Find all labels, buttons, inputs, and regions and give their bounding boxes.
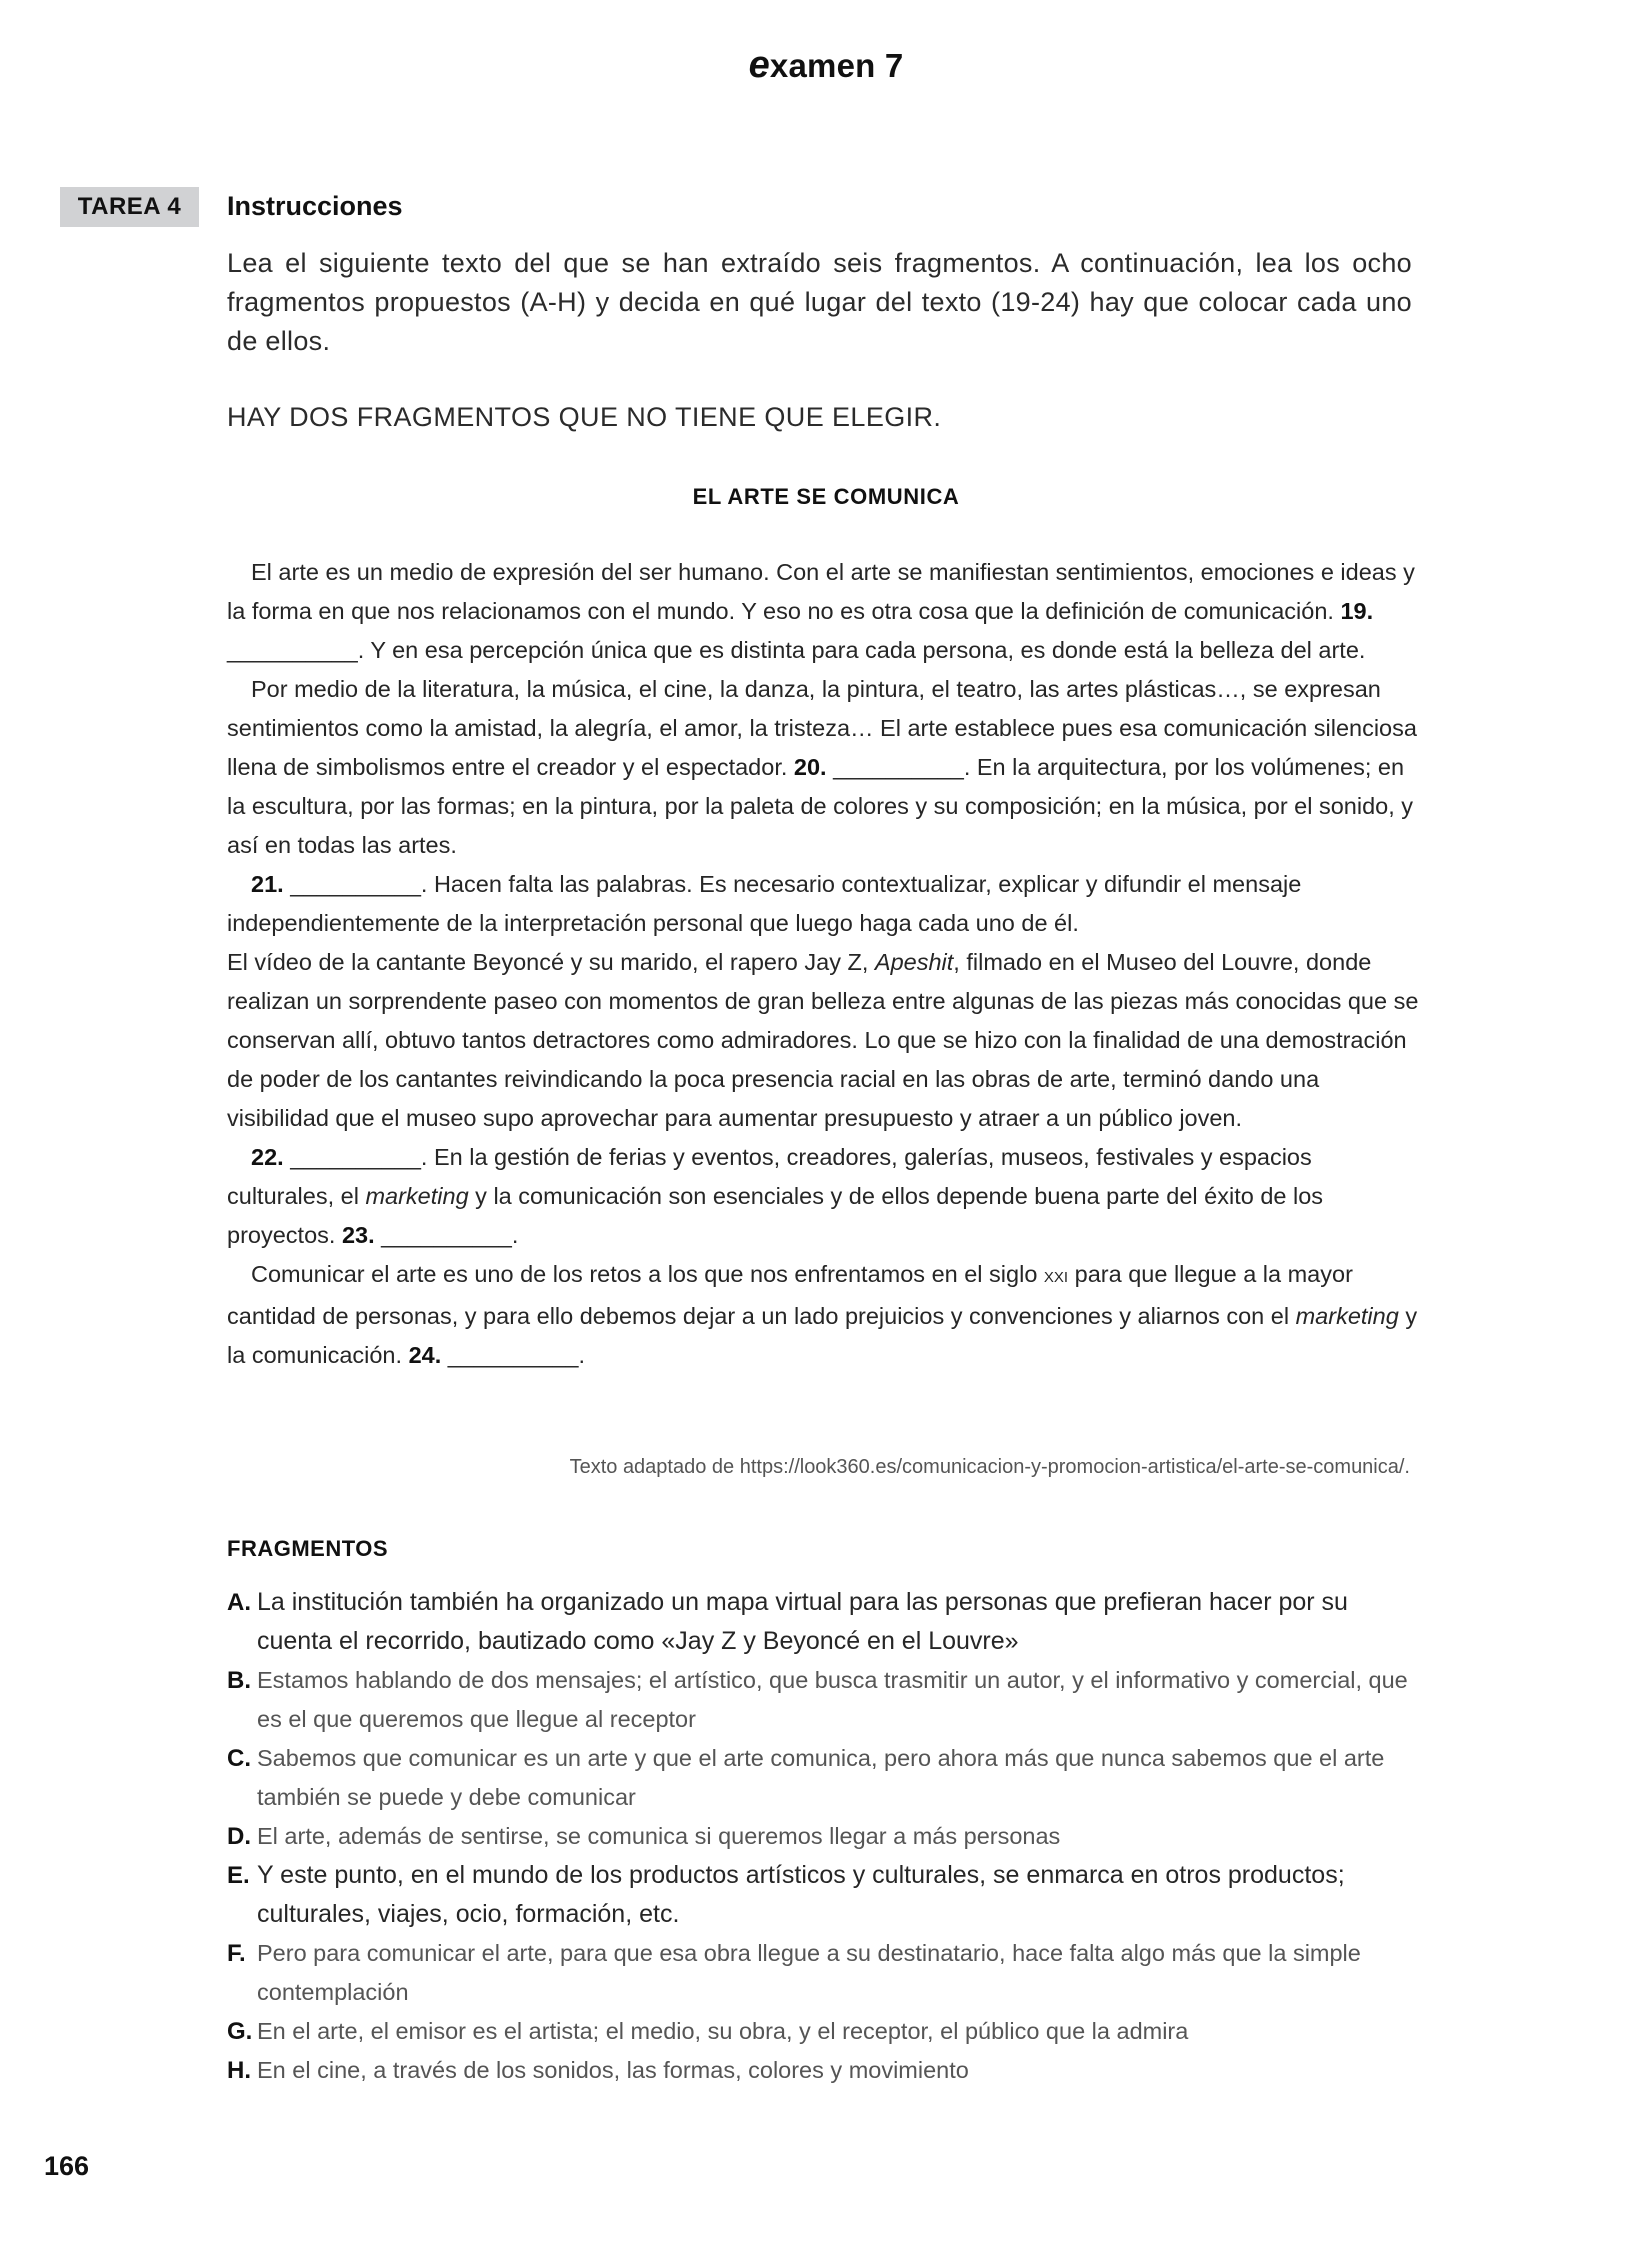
task-badge: TAREA 4 — [60, 187, 199, 227]
instructions-heading: Instrucciones — [227, 191, 403, 221]
century-smallcaps: XXI — [1043, 1269, 1069, 1286]
fragment-text: Estamos hablando de dos mensajes; el artístico, que busca trasmitir un autor, y el informativo y comercial, que es el que queremos que llegue al receptor — [257, 1667, 1408, 1732]
article-title: EL ARTE SE COMUNICA — [692, 484, 960, 509]
fragment-text: Sabemos que comunicar es un arte y que el arte comunica, pero ahora más que nunca sabemos que el arte también se puede y debe comunicar — [257, 1745, 1385, 1810]
exam-title-text: xamen 7 — [769, 47, 904, 84]
gap-blank-19: __________ — [227, 637, 358, 663]
text-run: y la comunicación. — [227, 1303, 1418, 1368]
text-run: Comunicar el arte es uno de los retos a los que nos enfrentamos en el siglo — [251, 1261, 1044, 1287]
text-run: Por medio de la literatura, la música, el cine, la danza, la pintura, el teatro, las artes plásticas…, se expresan sentimientos como la amistad, la alegría, el amor, la tristeza… El arte establece pues esa comunicación silenciosa llena de simbolismos entre el creador y el espectador. — [227, 676, 1417, 780]
gap-blank-22: __________ — [290, 1144, 421, 1170]
fragment-text: Pero para comunicar el arte, para que esa obra llegue a su destinatario, hace falta algo más que la simple contemplación — [257, 1940, 1361, 2005]
article-paragraph-1 — [227, 553, 1422, 670]
fragment-letter: C. — [227, 1745, 251, 1772]
text-run: El arte es un medio de expresión del ser humano. Con el arte se manifiestan sentimientos, emociones e ideas y la forma en que nos relacionamos con el mundo. Y eso no es otra cosa que la definición de comunicación. — [227, 559, 1415, 624]
article-paragraph-6 — [227, 1255, 1422, 1375]
gap-number-19: 19. — [1340, 598, 1374, 624]
fragments-heading: FRAGMENTOS — [227, 1536, 389, 1561]
fragment-letter: E. — [227, 1862, 250, 1889]
fragment-text: En el arte, el emisor es el artista; el medio, su obra, y el receptor, el público que la admira — [257, 2018, 1189, 2044]
article-paragraph-2 — [227, 670, 1422, 865]
gap-blank-24: __________ — [447, 1342, 579, 1368]
text-run: y la comunicación son esenciales y de ellos depende buena parte del éxito de los proyectos. — [227, 1183, 1324, 1248]
text-run: . En la gestión de ferias y eventos, creadores, galerías, museos, festivales y espacios culturales, el — [227, 1144, 1312, 1209]
italic-title: Apeshit — [874, 949, 954, 975]
fragment-letter: F. — [227, 1940, 246, 1967]
text-run: . — [511, 1222, 519, 1248]
fragment-text: La institución también ha organizado un mapa virtual para las personas que prefieran hacer por su cuenta el recorrido, bautizado como «Jay Z y Beyoncé en el Louvre» — [257, 1588, 1348, 1655]
italic-term: marketing — [365, 1183, 469, 1209]
fragment-item-f — [227, 1934, 1422, 2012]
fragment-letter: B. — [227, 1667, 251, 1694]
fragment-item-c — [227, 1739, 1422, 1817]
source-citation: Texto adaptado de https://look360.es/comunicacion-y-promocion-artistica/el-arte-se-comunica/. — [569, 1456, 1410, 1478]
fragment-text: Y este punto, en el mundo de los productos artísticos y culturales, se enmarca en otros productos; culturales, viajes, ocio, formación, etc. — [257, 1861, 1345, 1928]
article-body — [227, 553, 1422, 1375]
fragment-item-e — [227, 1856, 1422, 1934]
fragment-text: El arte, además de sentirse, se comunica si queremos llegar a más personas — [257, 1823, 1061, 1849]
fragment-item-b — [227, 1661, 1422, 1739]
fragment-text: En el cine, a través de los sonidos, las formas, colores y movimiento — [257, 2057, 969, 2083]
gap-blank-23: __________ — [381, 1222, 512, 1248]
gap-number-20: 20. — [793, 754, 827, 780]
fragment-item-a — [227, 1583, 1422, 1661]
instructions-text: Lea el siguiente texto del que se han extraído seis fragmentos. A continuación, lea los ocho fragmentos propuestos (A-H) y decida en qué lugar del texto (19-24) hay que colocar cada uno de ellos. — [227, 248, 1412, 356]
article-paragraph-4 — [227, 943, 1422, 1138]
page-number: 166 — [44, 2151, 90, 2181]
fragment-item-h — [227, 2051, 1422, 2090]
text-run: . Hacen falta las palabras. Es necesario contextualizar, explicar y difundir el mensaje independientemente de la interpretación personal que luego haga cada uno de él. — [227, 871, 1302, 936]
gap-number-24: 24. — [408, 1342, 442, 1368]
fragment-letter: A. — [227, 1589, 251, 1616]
fragments-list — [227, 1583, 1422, 2090]
fragment-letter: G. — [227, 2018, 253, 2045]
italic-term: marketing — [1295, 1303, 1399, 1329]
gap-number-22: 22. — [251, 1144, 284, 1170]
text-run: El vídeo de la cantante Beyoncé y su marido, el rapero Jay Z, — [227, 949, 875, 975]
fragment-letter: D. — [227, 1823, 251, 1850]
article-paragraph-3 — [227, 865, 1422, 943]
text-run: . — [578, 1342, 586, 1368]
fragment-letter: H. — [227, 2057, 251, 2084]
exam-title — [0, 44, 1652, 87]
text-run: . En la arquitectura, por los volúmenes; en la escultura, por las formas; en la pintura, por la paleta de colores y su composición; en la música, por el sonido, y así en todas las artes. — [227, 754, 1414, 858]
fragment-item-g — [227, 2012, 1422, 2051]
text-run: , filmado en el Museo del Louvre, donde realizan un sorprendente paseo con momentos de gran belleza entre algunas de las piezas más conocidas que se conservan allí, obtuvo tantos detractores como admiradores. Lo que se hizo con la finalidad de una demostración de poder de los cantantes reivindicando la poca presencia racial en las obras de arte, terminó dando una visibilidad que el museo supo aprovechar para aumentar presupuesto y atraer a un público joven. — [227, 949, 1419, 1131]
text-run: . Y en esa percepción única que es distinta para cada persona, es donde está la belleza del arte. — [357, 637, 1366, 663]
exam-logo-letter: e — [748, 44, 770, 86]
text-run: para que llegue a la mayor cantidad de personas, y para ello debemos dejar a un lado prejuicios y convenciones y aliarnos con el — [227, 1261, 1353, 1329]
fragment-item-d — [227, 1817, 1422, 1856]
gap-blank-20: __________ — [833, 754, 964, 780]
instructions-warning: HAY DOS FRAGMENTOS QUE NO TIENE QUE ELEGIR. — [227, 402, 942, 432]
gap-blank-21: __________ — [290, 871, 421, 897]
gap-number-23: 23. — [341, 1222, 375, 1248]
gap-number-21: 21. — [251, 871, 284, 897]
article-paragraph-5 — [227, 1138, 1422, 1255]
